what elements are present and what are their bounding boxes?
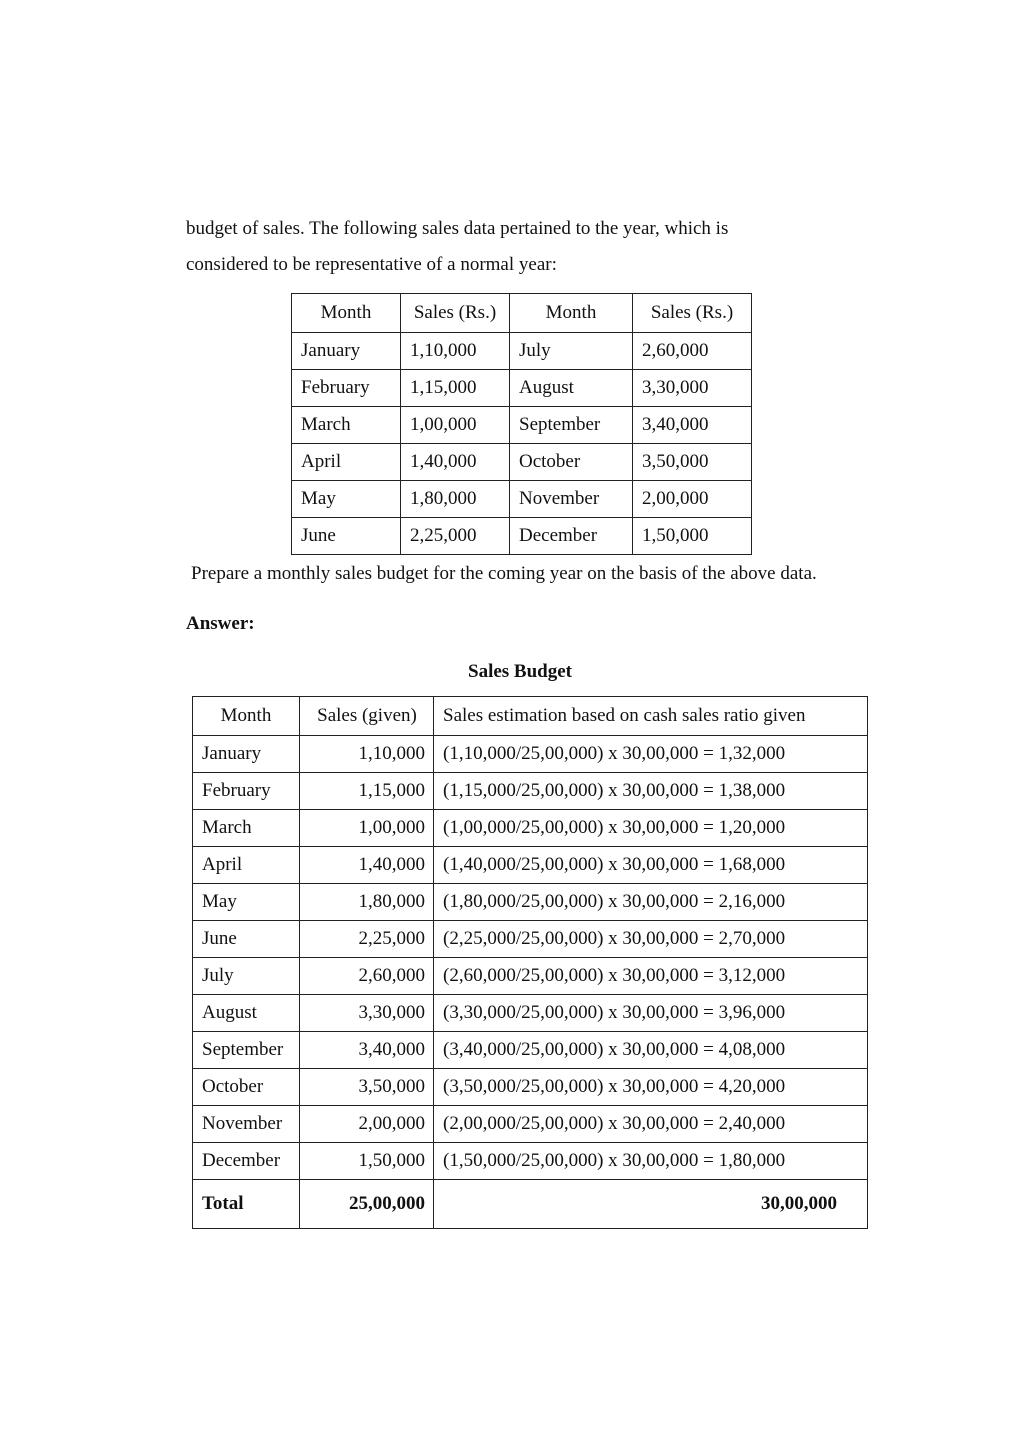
month-cell: October (193, 1069, 300, 1106)
estimation-cell: (3,40,000/25,00,000) x 30,00,000 = 4,08,000 (434, 1032, 868, 1069)
month-cell: February (193, 773, 300, 810)
month-cell: May (292, 481, 401, 518)
sales-cell: 1,80,000 (401, 481, 510, 518)
table-row (193, 736, 868, 773)
sales-cell: 1,50,000 (300, 1143, 434, 1180)
table-header-row (292, 294, 752, 333)
sales-cell: 1,15,000 (401, 370, 510, 407)
sales-cell: 2,00,000 (633, 481, 752, 518)
sales-cell: 3,40,000 (633, 407, 752, 444)
table-row (193, 1069, 868, 1106)
sales-cell: 1,10,000 (300, 736, 434, 773)
column-header-sales: Sales (Rs.) (633, 294, 752, 333)
estimation-cell: (1,40,000/25,00,000) x 30,00,000 = 1,68,000 (434, 847, 868, 884)
month-cell: April (193, 847, 300, 884)
sales-budget-table (192, 696, 868, 1229)
answer-label: Answer: (186, 613, 255, 634)
table-row (193, 1106, 868, 1143)
intro-paragraph (186, 211, 906, 283)
table-row (292, 333, 752, 370)
total-sales: 25,00,000 (300, 1180, 434, 1229)
intro-line-2: considered to be representative of a normal year: (186, 254, 557, 275)
month-cell: June (292, 518, 401, 555)
month-cell: January (193, 736, 300, 773)
total-estimate: 30,00,000 (434, 1180, 868, 1229)
month-cell: December (193, 1143, 300, 1180)
table-row (292, 370, 752, 407)
table-row (193, 773, 868, 810)
sales-cell: 1,50,000 (633, 518, 752, 555)
sales-cell: 3,30,000 (633, 370, 752, 407)
sales-cell: 2,25,000 (300, 921, 434, 958)
column-header-sales: Sales (Rs.) (401, 294, 510, 333)
month-cell: November (510, 481, 633, 518)
sales-cell: 1,15,000 (300, 773, 434, 810)
estimation-cell: (1,80,000/25,00,000) x 30,00,000 = 2,16,000 (434, 884, 868, 921)
month-cell: March (193, 810, 300, 847)
sales-data-table (291, 293, 752, 555)
sales-cell: 1,80,000 (300, 884, 434, 921)
table-header-row (193, 697, 868, 736)
table-row (193, 958, 868, 995)
estimation-cell: (3,30,000/25,00,000) x 30,00,000 = 3,96,000 (434, 995, 868, 1032)
sales-cell: 3,50,000 (300, 1069, 434, 1106)
column-header-month: Month (193, 697, 300, 736)
month-cell: December (510, 518, 633, 555)
column-header-estimation: Sales estimation based on cash sales ratio given (434, 697, 868, 736)
month-cell: November (193, 1106, 300, 1143)
month-cell: January (292, 333, 401, 370)
sales-cell: 1,10,000 (401, 333, 510, 370)
column-header-sales-given: Sales (given) (300, 697, 434, 736)
month-cell: May (193, 884, 300, 921)
sales-cell: 3,40,000 (300, 1032, 434, 1069)
table-row (292, 518, 752, 555)
total-row (193, 1180, 868, 1229)
estimation-cell: (3,50,000/25,00,000) x 30,00,000 = 4,20,000 (434, 1069, 868, 1106)
month-cell: August (193, 995, 300, 1032)
month-cell: August (510, 370, 633, 407)
column-header-month: Month (510, 294, 633, 333)
month-cell: September (193, 1032, 300, 1069)
month-cell: March (292, 407, 401, 444)
sales-cell: 3,30,000 (300, 995, 434, 1032)
sales-cell: 2,60,000 (300, 958, 434, 995)
total-label: Total (193, 1180, 300, 1229)
estimation-cell: (2,25,000/25,00,000) x 30,00,000 = 2,70,000 (434, 921, 868, 958)
estimation-cell: (1,15,000/25,00,000) x 30,00,000 = 1,38,000 (434, 773, 868, 810)
sales-cell: 3,50,000 (633, 444, 752, 481)
month-cell: September (510, 407, 633, 444)
month-cell: July (193, 958, 300, 995)
intro-line-1: budget of sales. The following sales data pertained to the year, which is (186, 218, 729, 239)
estimation-cell: (2,60,000/25,00,000) x 30,00,000 = 3,12,000 (434, 958, 868, 995)
table-row (193, 1032, 868, 1069)
column-header-month: Month (292, 294, 401, 333)
sales-cell: 1,00,000 (401, 407, 510, 444)
sales-cell: 1,40,000 (300, 847, 434, 884)
estimation-cell: (1,10,000/25,00,000) x 30,00,000 = 1,32,000 (434, 736, 868, 773)
sales-cell: 2,60,000 (633, 333, 752, 370)
question-prompt: Prepare a monthly sales budget for the coming year on the basis of the above data. (191, 563, 817, 584)
sales-cell: 1,00,000 (300, 810, 434, 847)
month-cell: June (193, 921, 300, 958)
table-row (193, 921, 868, 958)
sales-cell: 1,40,000 (401, 444, 510, 481)
table-row (292, 444, 752, 481)
sales-cell: 2,00,000 (300, 1106, 434, 1143)
estimation-cell: (2,00,000/25,00,000) x 30,00,000 = 2,40,000 (434, 1106, 868, 1143)
sales-cell: 2,25,000 (401, 518, 510, 555)
table-row (193, 995, 868, 1032)
budget-title: Sales Budget (468, 661, 572, 682)
table-row (193, 1143, 868, 1180)
month-cell: April (292, 444, 401, 481)
table-row (193, 847, 868, 884)
month-cell: February (292, 370, 401, 407)
table-row (193, 810, 868, 847)
estimation-cell: (1,00,000/25,00,000) x 30,00,000 = 1,20,000 (434, 810, 868, 847)
table-row (292, 407, 752, 444)
month-cell: July (510, 333, 633, 370)
table-row (193, 884, 868, 921)
month-cell: October (510, 444, 633, 481)
estimation-cell: (1,50,000/25,00,000) x 30,00,000 = 1,80,000 (434, 1143, 868, 1180)
table-row (292, 481, 752, 518)
